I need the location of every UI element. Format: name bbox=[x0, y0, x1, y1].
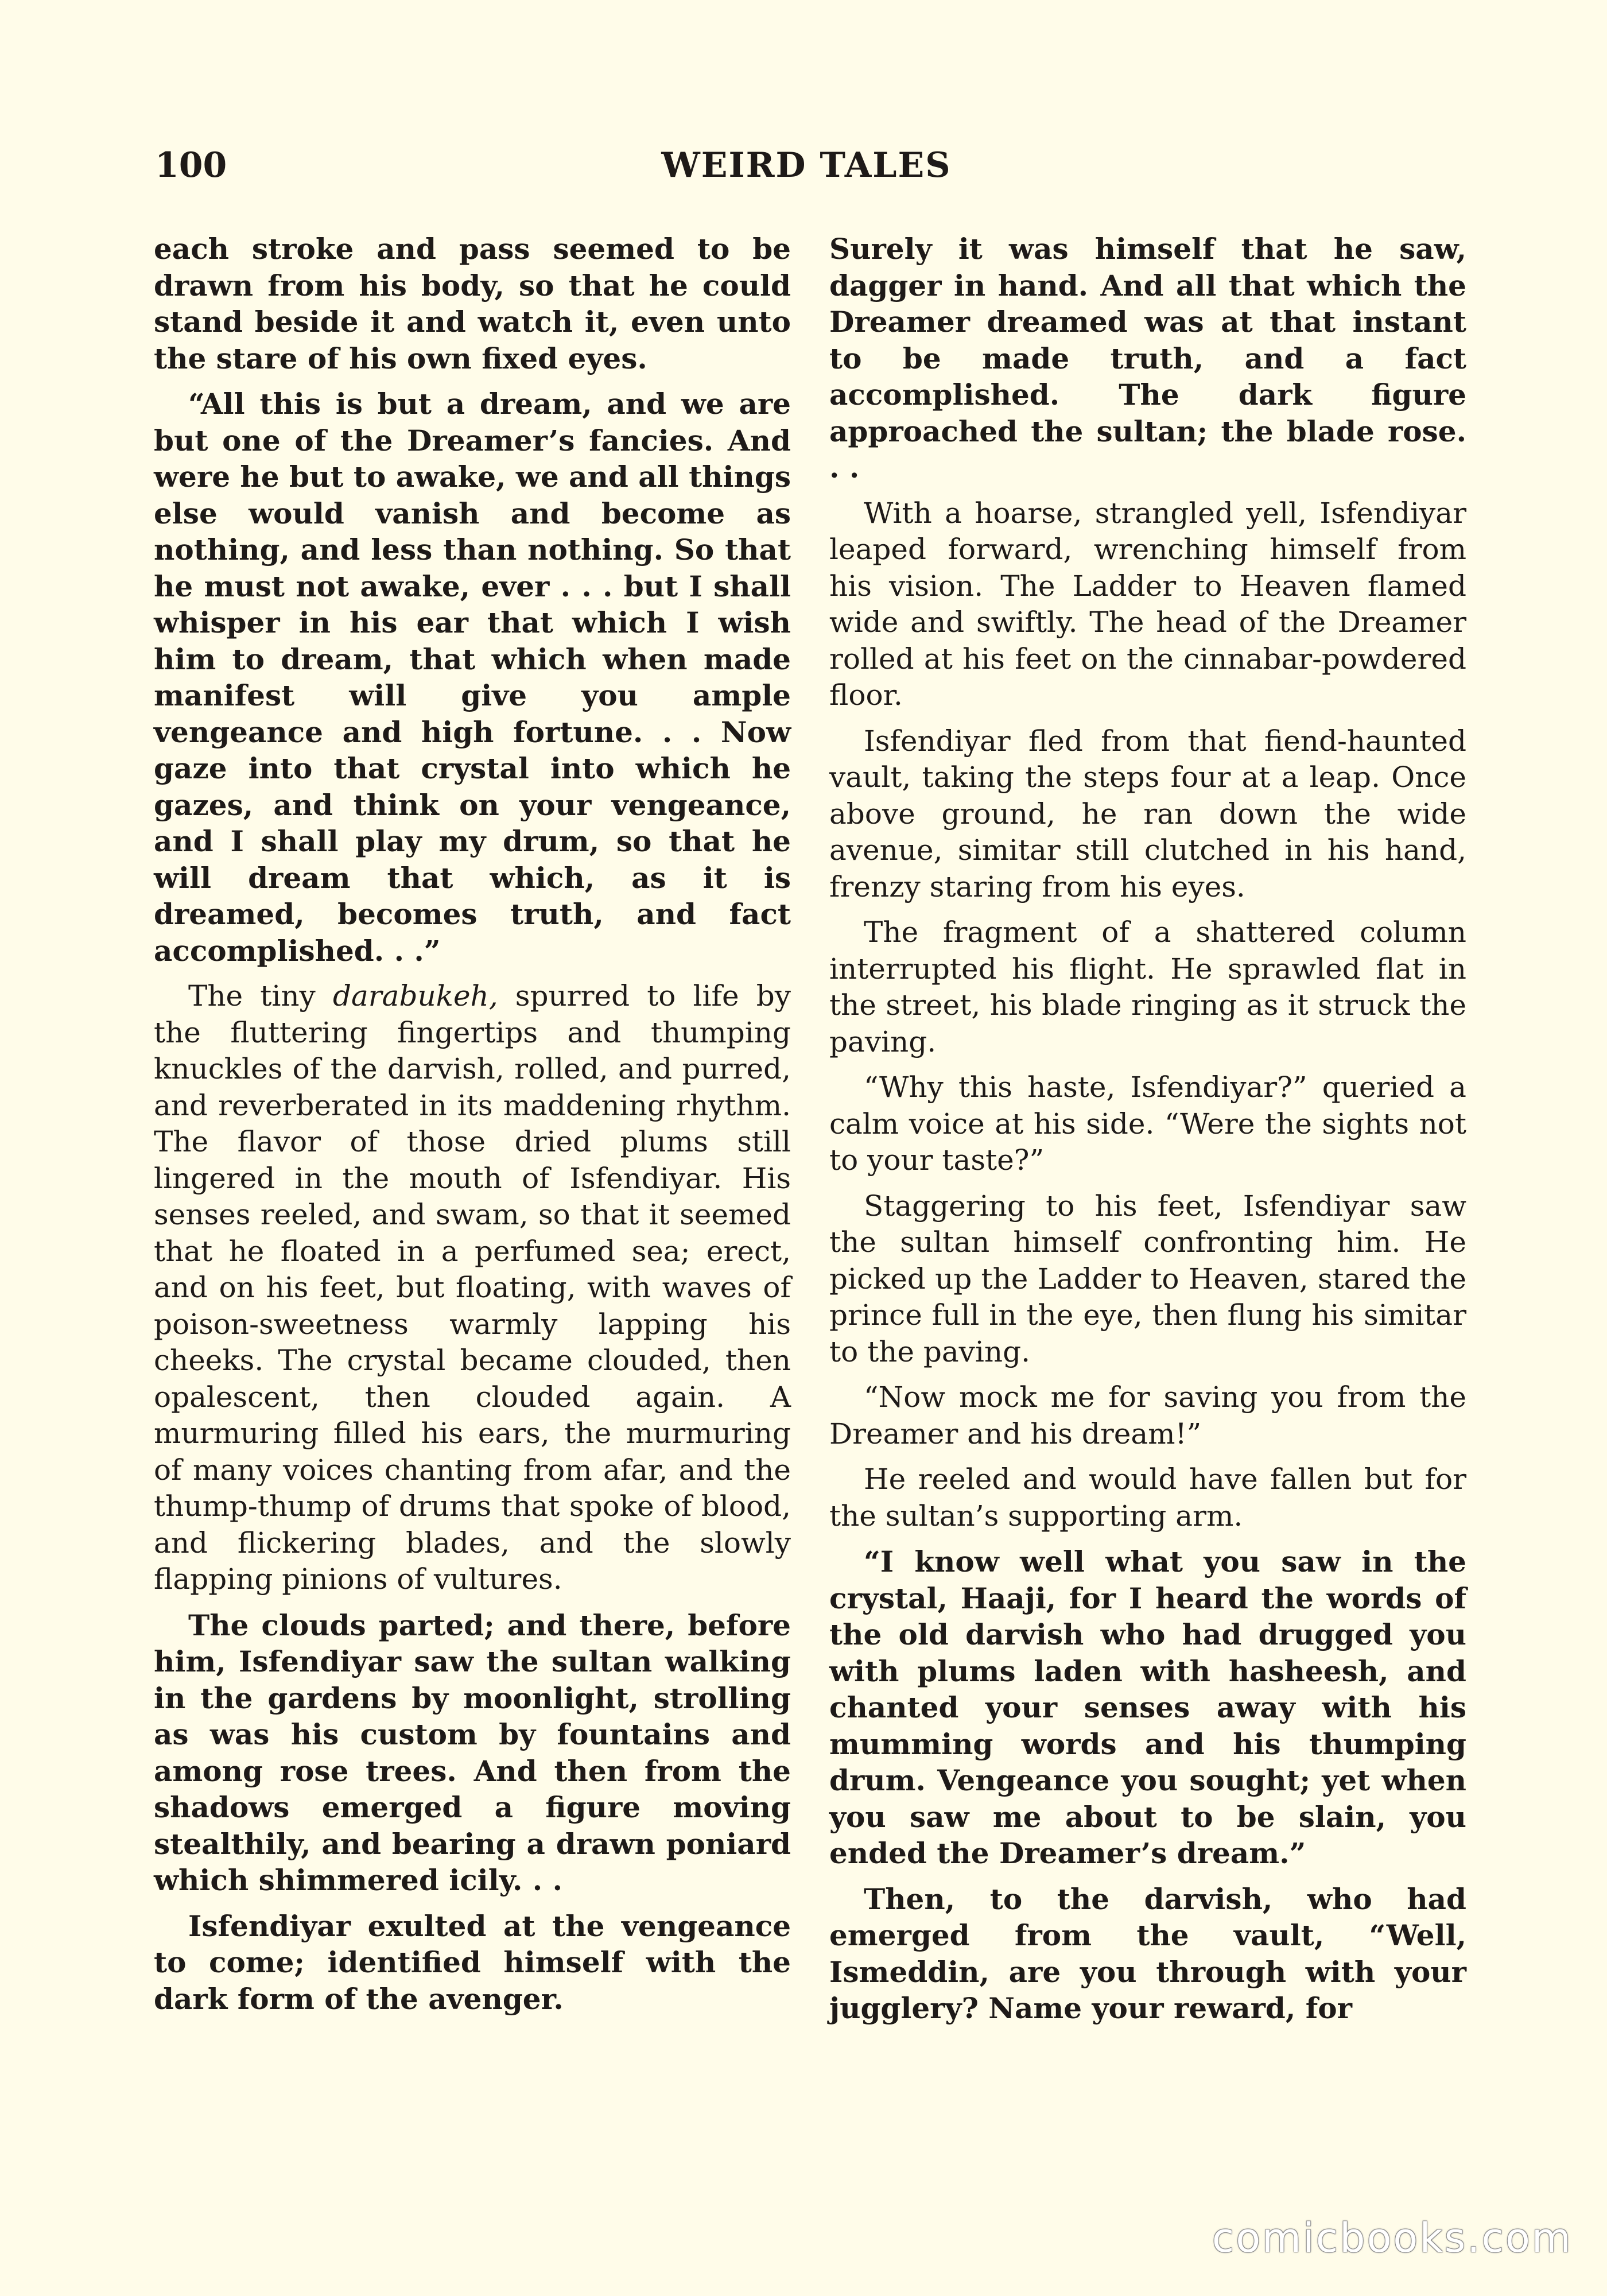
paragraph: Surely it was himself that he saw, dagger in hand. And all that which the Dreamer dreamed was at that instant to be made truth, and a fact accomplished. The dark figure approached the sultan; the blade rose. . . bbox=[829, 232, 1466, 484]
paragraph: Then, to the darvish, who had emerged from the vault, “Well, Ismeddin, are you through with your jugglery? Name your reward, for bbox=[829, 1882, 1466, 2025]
paragraph: With a hoarse, strangled yell, Isfendiyar leaped forward, wrenching himself from his vision. The Ladder to Heaven flamed wide and swiftly. The head of the Dreamer rolled at his feet on the cinnabar-powdered floor. bbox=[829, 496, 1466, 712]
paragraph: each stroke and pass seemed to be drawn from his body, so that he could stand beside it and watch it, even unto the stare of his own fixed eyes. bbox=[154, 232, 791, 375]
site-watermark: comicbooks.com bbox=[1212, 2214, 1573, 2262]
paragraph: He reeled and would have fallen but for the sultan’s supporting arm. bbox=[829, 1463, 1466, 1533]
page-number: 100 bbox=[155, 145, 227, 185]
paragraph: “Why this haste, Isfendiyar?” queried a calm voice at his side. “Were the sights not to your taste?” bbox=[829, 1071, 1466, 1177]
paragraph bbox=[154, 978, 791, 1598]
paragraph: The clouds parted; and there, before him, Isfendiyar saw the sultan walking in the gardens by moonlight, strolling as was his custom by fountains and among rose trees. And then from the shadows emerged a figure moving stealthily, and bearing a drawn poniard which shimmered icily. . . bbox=[154, 1608, 791, 1897]
paragraph: “Now mock me for saving you from the Dreamer and his dream!” bbox=[829, 1380, 1466, 1450]
running-title: WEIRD TALES bbox=[661, 145, 952, 185]
paragraph: The fragment of a shattered column interrupted his flight. He sprawled flat in the street, his blade ringing as it struck the paving. bbox=[829, 916, 1466, 1058]
paragraph: “I know well what you saw in the crystal, Haaji, for I heard the words of the old darvish who had drugged you with plums laden with hasheesh, and chanted your senses away with his mumming words and his thumping drum. Vengeance you sought; yet when you saw me about to be slain, you ended the Dreamer’s dream.” bbox=[829, 1545, 1466, 1870]
paragraph: “All this is but a dream, and we are but one of the Dreamer’s fancies. And were he but to awake, we and all things else would vanish and become as nothing, and less than nothing. So that he must not awake, ever . . . but I shall whisper in his ear that which I wish him to dream, that which when made manifest will give you ample vengeance and high fortune. . . Now gaze into that crystal into which he gazes, and think on your vengeance, and I shall play my drum, so that he will dream that which, as it is dreamed, becomes truth, and fact accomplished. . .” bbox=[154, 387, 791, 968]
paragraph: Isfendiyar fled from that fiend-haunted vault, taking the steps four at a leap. Once above ground, he ran down the wide avenue, simitar still clutched in his hand, frenzy staring from his eyes. bbox=[829, 724, 1466, 903]
page-header bbox=[155, 142, 1458, 188]
paragraph-text: The tiny bbox=[188, 979, 333, 1013]
paragraph-text: spurred to life by the fluttering fingertips and thumping knuckles of the darvish, rolled, and purred, and reverberated in its maddening rhythm. The flavor of those dried plums still lingered in the mouth of Isfendiyar. His senses reeled, and swam, so that it seemed that he floated in a perfumed sea; erect, and on his feet, but floating, with waves of poison-sweetness warmly lapping his cheeks. The crystal became clouded, then opalescent, then clouded again. A murmuring filled his ears, the murmuring of many voices chanting from afar, and the thump-thump of drums that spoke of blood, and flickering blades, and the slowly flapping pinions of vultures. bbox=[154, 979, 791, 1596]
paragraph: Isfendiyar exulted at the vengeance to come; identified himself with the dark form of the avenger. bbox=[154, 1909, 791, 2016]
left-column bbox=[154, 231, 791, 2026]
right-column bbox=[829, 231, 1466, 2036]
italic-word: darabukeh, bbox=[332, 979, 498, 1013]
paragraph: Staggering to his feet, Isfendiyar saw the sultan himself confronting him. He picked up the Ladder to Heaven, stared the prince full in the eye, then flung his simitar to the paving. bbox=[829, 1189, 1466, 1368]
